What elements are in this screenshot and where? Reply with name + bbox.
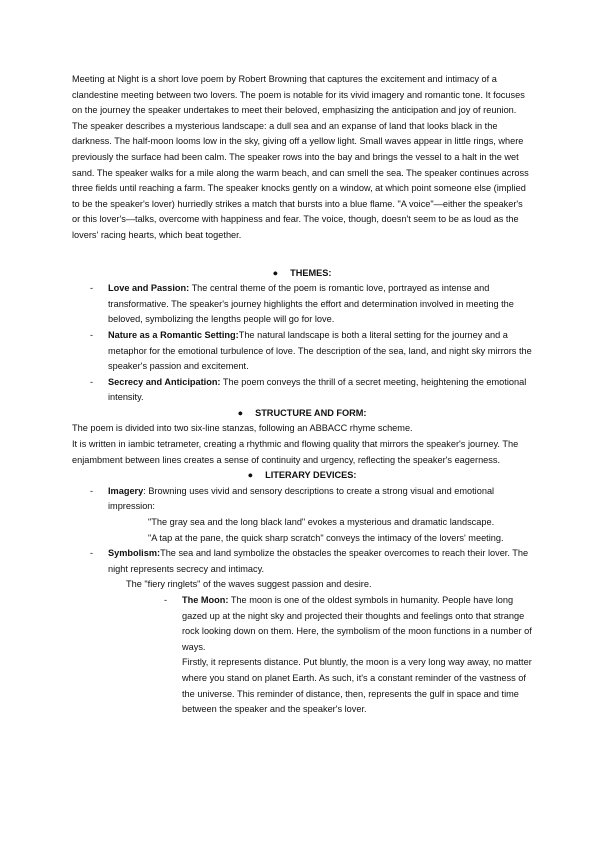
dash-icon: -: [90, 485, 94, 496]
list-item: [72, 281, 532, 328]
list-item: [72, 546, 532, 577]
themes-list: [72, 281, 532, 406]
theme-text: The natural landscape is both a literal setting for the journey and a metaphor for the emotional turbulence of love. The description of the sea, land, and night sky mirrors the speaker's passion and excitement.: [108, 329, 532, 372]
structure-heading: [72, 406, 532, 422]
intro-paragraph: Meeting at Night is a short love poem by Robert Browning that captures the excitement and intimacy of a clandestine meeting between two lovers. The poem is notable for its vivid imagery and romantic tone. It focuses on the journey the speaker undertakes to meet their beloved, emphasizing the anticipation and joy of reunion.: [72, 74, 525, 116]
theme-term: Nature as a Romantic Setting:: [108, 329, 239, 340]
imagery-term: Imagery: [108, 485, 144, 496]
list-item: [72, 484, 532, 515]
theme-text: The central theme of the poem is romantic love, portrayed as intense and transformative. The speaker's journey highlights the effort and determination involved in meeting the beloved, symbolizing the lengths people will go for love.: [108, 283, 514, 325]
document-page: [72, 72, 532, 718]
devices-heading: [72, 468, 532, 484]
moon-term: The Moon:: [182, 595, 229, 605]
symbolism-term: Symbolism:: [108, 548, 161, 559]
devices-heading-text: LITERARY DEVICES:: [265, 470, 357, 481]
dash-icon: -: [90, 329, 94, 340]
list-item: [72, 375, 532, 406]
moon-text: The moon is one of the oldest symbols in humanity. People have long gazed up at the night sky and projected their thoughts and feelings onto that strange rock looking down on them. Here, the symbolism of the moon functions in a number of ways.: [182, 595, 532, 652]
theme-text: The poem conveys the thrill of a secret meeting, heightening the emotional intensity.: [108, 376, 527, 403]
symbolism-text: The sea and land symbolize the obstacles the speaker overcomes to reach their lover. The night represents secrecy and intimacy.: [108, 548, 529, 574]
moon-paragraph-2: Firstly, it represents distance. Put bluntly, the moon is a very long way away, no matter where you stand on planet Earth. As such, it's a constant reminder of the vastness of the universe. This reminder of distance, then, represents the gulf in space and time between the speaker and the speaker's lover.: [182, 657, 532, 715]
bullet-icon: ●: [272, 267, 279, 278]
theme-term: Secrecy and Anticipation:: [108, 376, 221, 387]
structure-paragraph-1: The poem is divided into two six-line stanzas, following an ABBACC rhyme scheme.: [72, 423, 413, 434]
quote-2: "A tap at the pane, the quick sharp scratch" conveys the intimacy of the lovers' meeting.: [148, 532, 504, 543]
spacer: [72, 244, 532, 260]
imagery-text: : Browning uses vivid and sensory descriptions to create a strong visual and emotional impression:: [108, 485, 495, 512]
theme-term: Love and Passion:: [108, 283, 190, 294]
dash-icon: -: [90, 548, 94, 559]
dash-icon: -: [164, 595, 168, 605]
bullet-icon: ●: [237, 407, 244, 418]
themes-heading-text: THEMES:: [290, 267, 332, 278]
ringlets-paragraph: The "fiery ringlets" of the waves suggest passion and desire.: [126, 579, 372, 590]
description-paragraph: The speaker describes a mysterious landscape: a dull sea and an expanse of land that looks black in the darkness. The half-moon looms low in the sky, giving off a yellow light. Small waves appear in little rings, where previously the surface had been calm. The speaker rows into the bay and brings the vessel to a halt in the wet sand. The speaker walks for a mile along the warm beach, and can smell the sea. The speaker continues across three fields until reaching a farm. The speaker knocks gently on a window, at which point someone else (implied to be the speaker's lover) hurriedly strikes a match that bursts into a blue flame. "A voice"—either the speaker's or this lover's—talks, overcome with happiness and fear. The voice, though, doesn't seem to be as loud as the lovers' racing hearts, which beat together.: [72, 120, 529, 240]
structure-paragraph-2: It is written in iambic tetrameter, creating a rhythmic and flowing quality that mirrors the speaker's journey. The enjambment between lines creates a sense of continuity and urgency, reflecting the speaker's eagerness.: [72, 439, 519, 465]
list-item: [72, 328, 532, 375]
devices-list-2: [72, 546, 532, 577]
moon-paragraph-1: [182, 593, 532, 655]
quote-1: "The gray sea and the long black land" evokes a mysterious and dramatic landscape.: [148, 517, 495, 528]
dash-icon: -: [90, 376, 94, 387]
devices-list: [72, 484, 532, 515]
themes-heading: [72, 266, 532, 282]
structure-heading-text: STRUCTURE AND FORM:: [255, 407, 367, 418]
bullet-icon: ●: [247, 470, 254, 481]
moon-item: [72, 593, 532, 718]
dash-icon: -: [90, 283, 94, 294]
